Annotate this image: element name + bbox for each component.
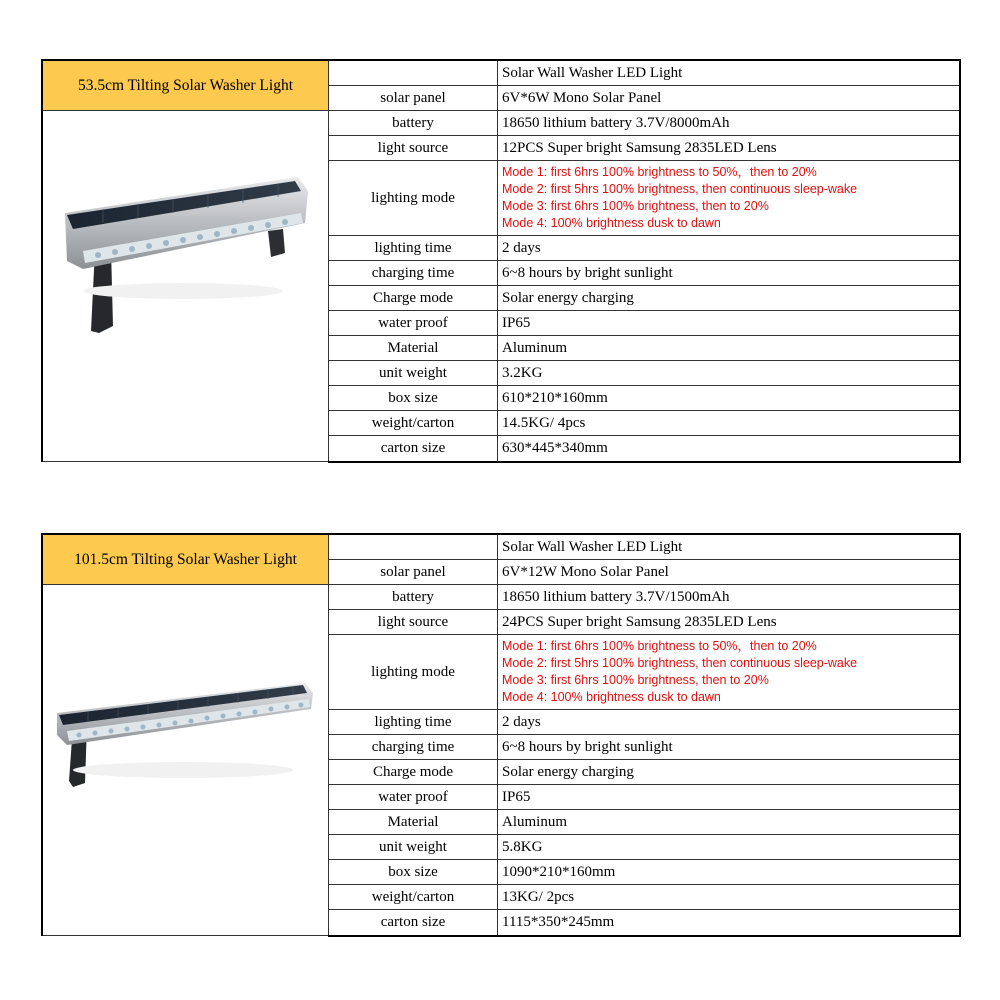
header-blank-cell: [329, 534, 498, 560]
spec-value: 1115*350*245mm: [498, 910, 961, 936]
spec-label: box size: [329, 386, 498, 411]
spec-value: 3.2KG: [498, 361, 961, 386]
spec-label: weight/carton: [329, 885, 498, 910]
product-title: 101.5cm Tilting Solar Washer Light: [42, 534, 329, 585]
spec-label: charging time: [329, 261, 498, 286]
product-name: Solar Wall Washer LED Light: [498, 534, 961, 560]
spec-label: charging time: [329, 735, 498, 760]
lighting-mode-item: Mode 2: first 5hrs 100% brightness, then continuous sleep-wake: [502, 656, 858, 671]
spec-label: carton size: [329, 910, 498, 936]
product-title: 53.5cm Tilting Solar Washer Light: [42, 60, 329, 111]
spec-value: 6~8 hours by bright sunlight: [498, 261, 961, 286]
spec-table-53cm: [41, 59, 961, 463]
lighting-mode-item: Mode 2: first 5hrs 100% brightness, then continuous sleep-wake: [502, 182, 858, 197]
spec-label: Material: [329, 810, 498, 835]
spec-label: light source: [329, 136, 498, 161]
spec-value: 1090*210*160mm: [498, 860, 961, 885]
spec-value: Solar energy charging: [498, 760, 961, 785]
spec-value: 6V*6W Mono Solar Panel: [498, 86, 961, 111]
spec-value: 630*445*340mm: [498, 436, 961, 462]
product-name: Solar Wall Washer LED Light: [498, 60, 961, 86]
spec-value: 24PCS Super bright Samsung 2835LED Lens: [498, 610, 961, 635]
spec-value: 18650 lithium battery 3.7V/1500mAh: [498, 585, 961, 610]
spec-value: 2 days: [498, 236, 961, 261]
lighting-mode-item: Mode 3: first 6hrs 100% brightness, then to 20%: [502, 673, 769, 688]
spec-value: 6V*12W Mono Solar Panel: [498, 560, 961, 585]
lighting-mode-item: Mode 4: 100% brightness dusk to dawn: [502, 216, 721, 231]
spec-label: battery: [329, 111, 498, 136]
lighting-mode-item: Mode 3: first 6hrs 100% brightness, then to 20%: [502, 199, 769, 214]
spec-label: Charge mode: [329, 286, 498, 311]
header-blank-cell: [329, 60, 498, 86]
spec-label: Material: [329, 336, 498, 361]
spec-label: carton size: [329, 436, 498, 462]
lighting-mode-item: Mode 1: first 6hrs 100% brightness to 50%，then to 20%: [502, 639, 817, 654]
spec-label: weight/carton: [329, 411, 498, 436]
spec-value: 2 days: [498, 710, 961, 735]
spec-value: Aluminum: [498, 810, 961, 835]
spec-label: lighting mode: [329, 161, 498, 236]
spec-value: IP65: [498, 311, 961, 336]
spec-value: 6~8 hours by bright sunlight: [498, 735, 961, 760]
product-image-cell: [42, 111, 329, 462]
spec-label: battery: [329, 585, 498, 610]
lighting-mode-list: [498, 635, 961, 710]
spec-label: Charge mode: [329, 760, 498, 785]
spec-label: lighting mode: [329, 635, 498, 710]
spec-value: 13KG/ 2pcs: [498, 885, 961, 910]
spec-label: light source: [329, 610, 498, 635]
spec-value: Aluminum: [498, 336, 961, 361]
spec-value: IP65: [498, 785, 961, 810]
solar-wall-washer-light-long-icon: [43, 585, 319, 935]
lighting-mode-item: Mode 1: first 6hrs 100% brightness to 50%，then to 20%: [502, 165, 817, 180]
spec-value: 18650 lithium battery 3.7V/8000mAh: [498, 111, 961, 136]
spec-label: unit weight: [329, 835, 498, 860]
spec-label: water proof: [329, 311, 498, 336]
spec-table-101cm: [41, 533, 961, 937]
spec-value: 12PCS Super bright Samsung 2835LED Lens: [498, 136, 961, 161]
spec-label: lighting time: [329, 710, 498, 735]
solar-wall-washer-light-short-icon: [43, 111, 319, 461]
lighting-mode-list: [498, 161, 961, 236]
spec-label: solar panel: [329, 86, 498, 111]
spec-value: 14.5KG/ 4pcs: [498, 411, 961, 436]
spec-label: box size: [329, 860, 498, 885]
product-image-cell: [42, 585, 329, 936]
spec-value: Solar energy charging: [498, 286, 961, 311]
spec-label: water proof: [329, 785, 498, 810]
spec-label: unit weight: [329, 361, 498, 386]
spec-label: lighting time: [329, 236, 498, 261]
spec-value: 5.8KG: [498, 835, 961, 860]
spec-label: solar panel: [329, 560, 498, 585]
lighting-mode-item: Mode 4: 100% brightness dusk to dawn: [502, 690, 721, 705]
spec-value: 610*210*160mm: [498, 386, 961, 411]
